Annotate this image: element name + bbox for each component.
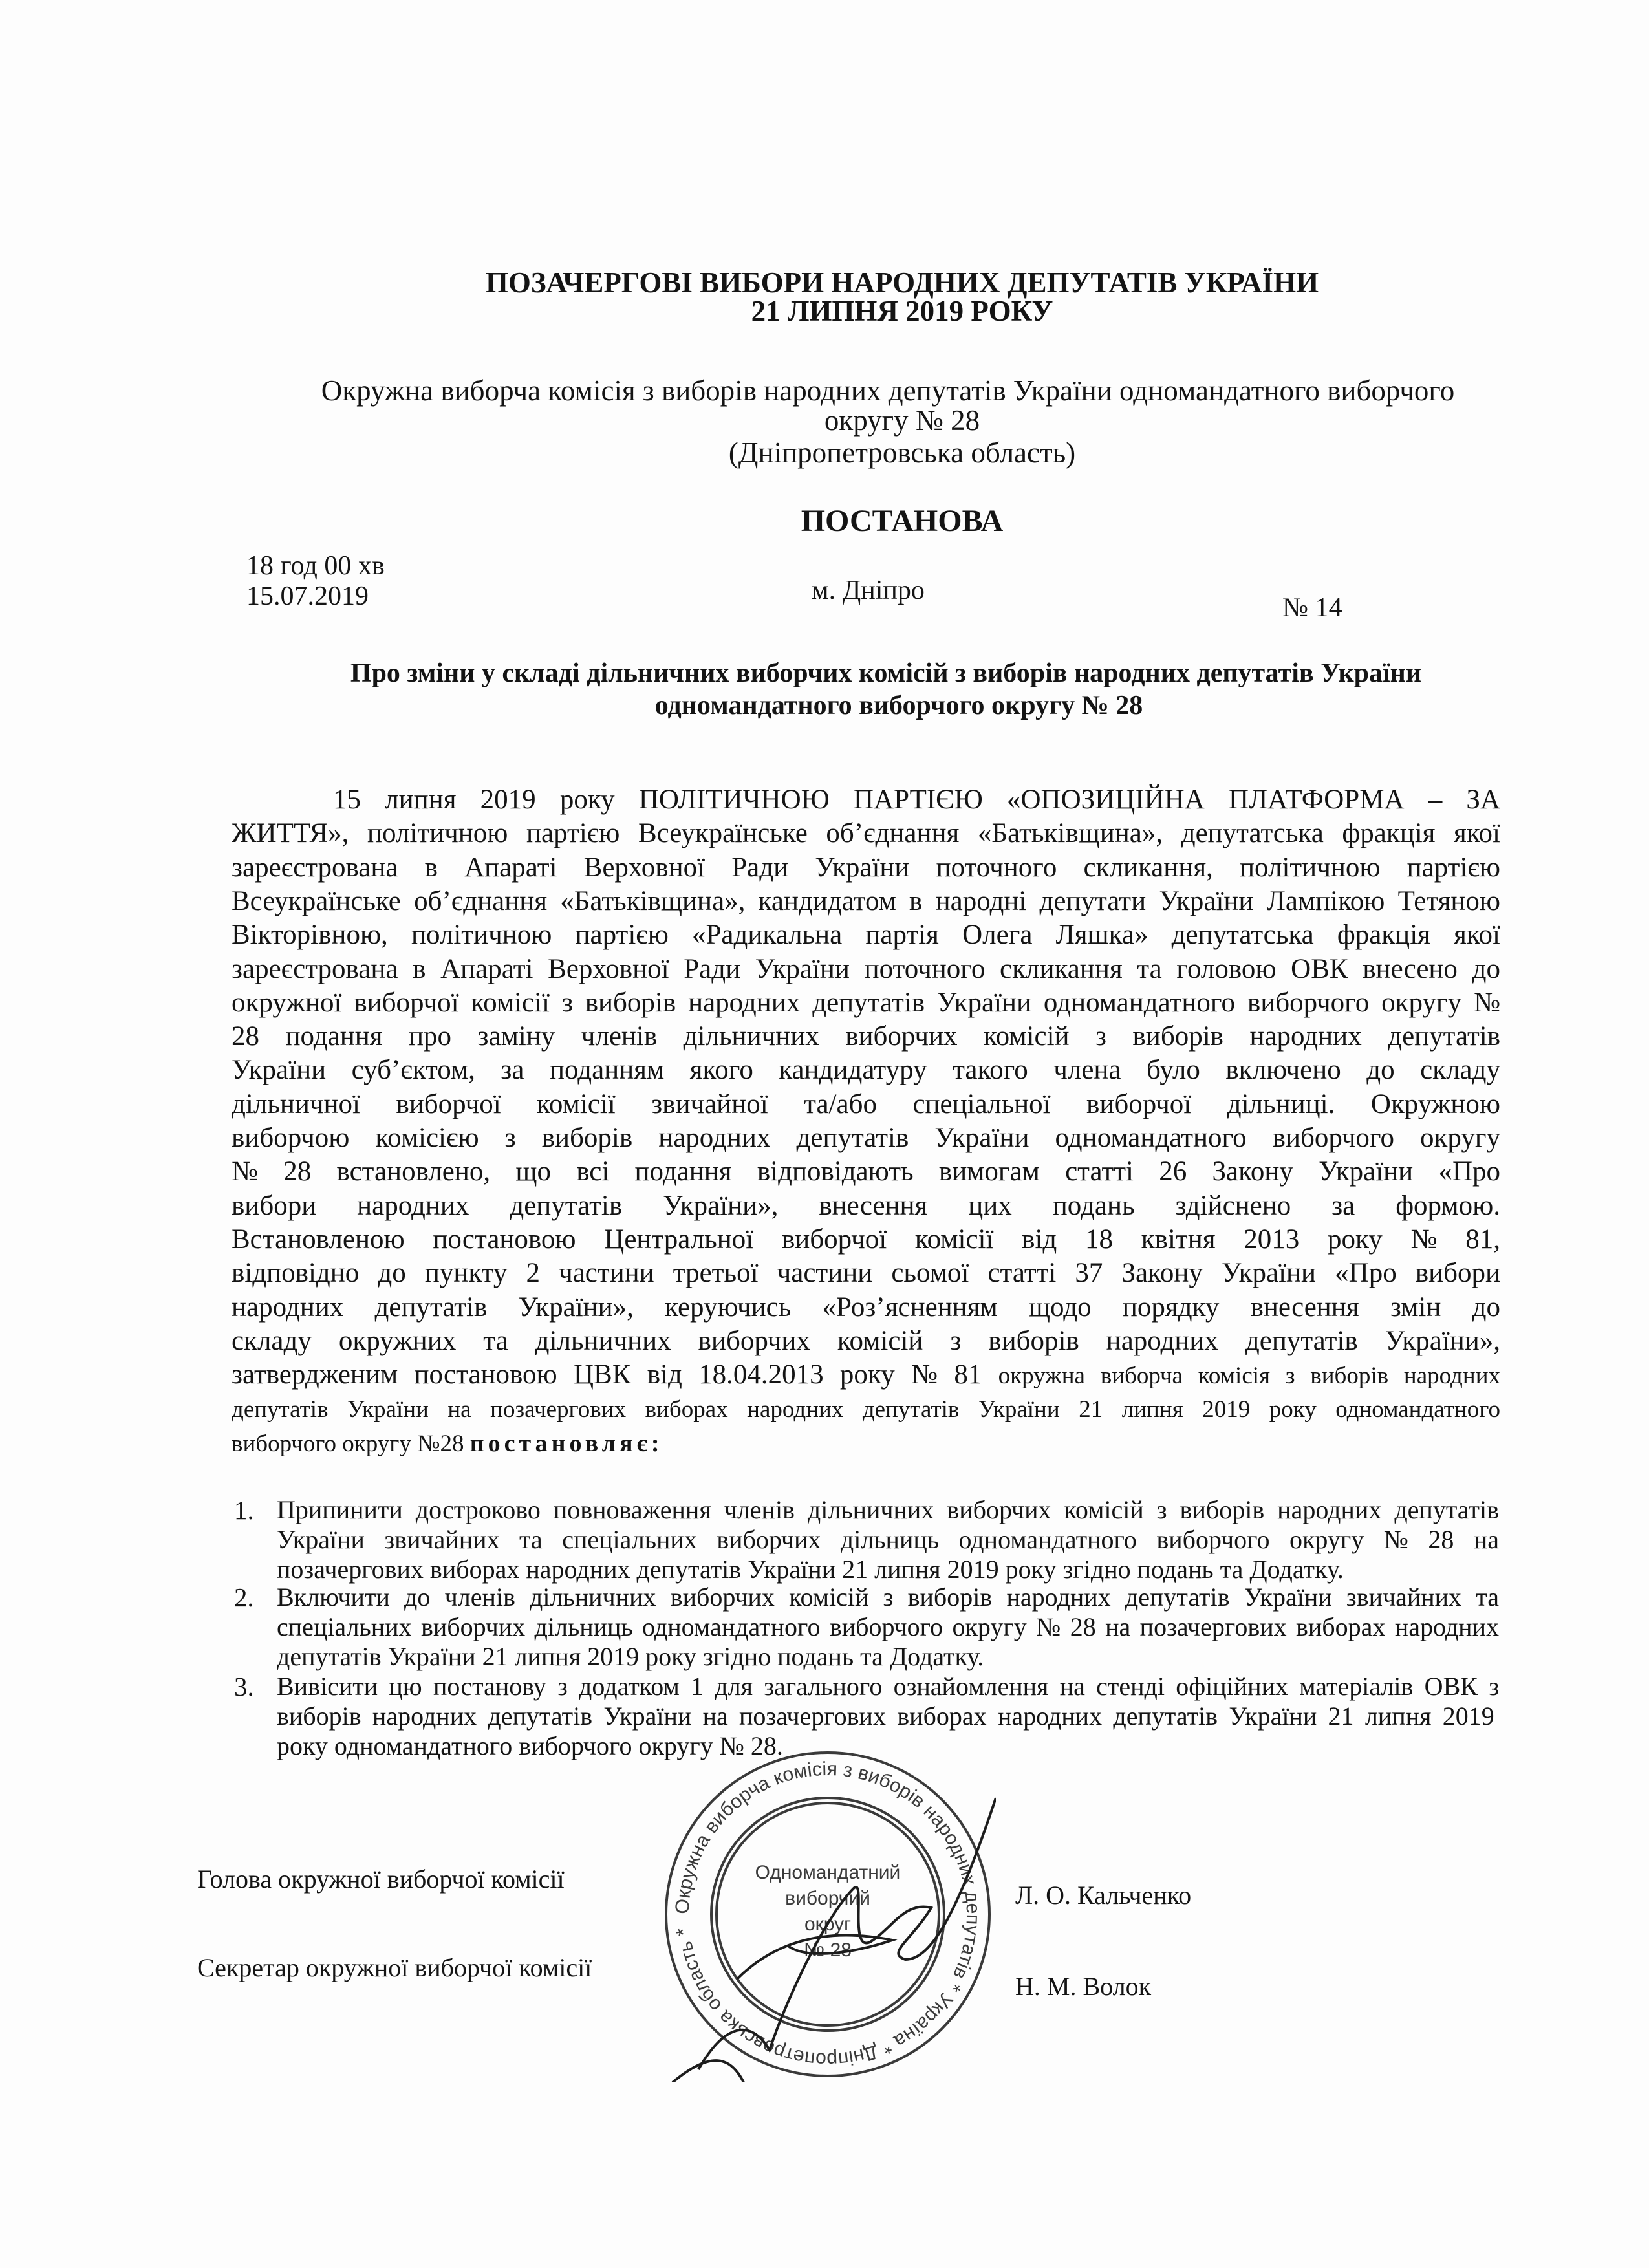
body-line <box>232 955 1500 986</box>
body-line <box>232 1022 1500 1053</box>
body-line <box>232 854 1500 885</box>
body-line <box>232 1293 1500 1324</box>
document-place: м. Дніпро <box>812 576 925 605</box>
body-text: Всеукраїнське об’єднання «Батьківщина», кандидатом в народні депутати України Лампікою Тетяною <box>232 885 1500 916</box>
body-line <box>232 1259 1500 1290</box>
election-date-title: 21 ЛИПНЯ 2019 РОКУ <box>751 295 1053 327</box>
body-text: окружної виборчої комісії з виборів народних депутатів України одномандатного виборчого округу № <box>232 987 1500 1018</box>
commission-district: округу № 28 <box>824 404 980 437</box>
body-text: окружна виборча комісія з виборів народних <box>998 1363 1500 1390</box>
body-text: складу окружних та дільничних виборчих комісій з виборів народних депутатів України», <box>232 1325 1500 1356</box>
decision-text-line: Вивісити цю постанову з додатком 1 для загального ознайомлення на стенді офіційних матеріалів ОВК з <box>277 1672 1499 1701</box>
body-text: дільничної виборчої комісії звичайної та/або спеціальної виборчої дільниці. Окружною <box>232 1088 1500 1119</box>
body-line <box>232 1327 1500 1358</box>
body-line <box>232 1429 1500 1460</box>
body-line <box>232 921 1500 952</box>
stamp-outer-text: Окружна виборча комісія з виборів народних депутатів * Україна * Дніпропетровська область * <box>671 1758 984 2071</box>
decision-text-line: позачергових виборах народних депутатів України 21 липня 2019 року згідно подань та Додатку. <box>277 1555 1344 1584</box>
body-text: виборчого округу №28 <box>232 1430 470 1457</box>
commission-region: (Дніпропетровська область) <box>728 437 1076 469</box>
body-text: 15 липня 2019 року ПОЛІТИЧНОЮ ПАРТІЄЮ «ОПОЗИЦІЙНА ПЛАТФОРМА – ЗА <box>333 784 1500 815</box>
chair-name: Л. О. Кальченко <box>1015 1881 1192 1910</box>
stamp-inner-text: округ <box>804 1914 852 1935</box>
decision-text-line: Припинити достроково повноваження членів дільничних виборчих комісій з виборів народних депутатів <box>277 1495 1499 1524</box>
body-line <box>232 887 1500 918</box>
body-text: вибори народних депутатів України», внесення цих подань здійснено за формою. <box>232 1190 1500 1221</box>
body-line <box>232 819 1500 850</box>
stamp-inner-text: № 28 <box>804 1939 852 1961</box>
decision-text-line: виборів народних депутатів України на позачергових виборах народних депутатів України 21 липня 2019 <box>277 1701 1494 1731</box>
body-line <box>232 1158 1500 1189</box>
body-line <box>232 1394 1500 1425</box>
secretary-title: Секретар окружної виборчої комісії <box>197 1953 592 1982</box>
body-text: 28 подання про заміну членів дільничних виборчих комісій з виборів народних депутатів <box>232 1021 1500 1052</box>
official-stamp <box>660 1746 996 2082</box>
body-text: Встановленою постановою Центральної виборчої комісії від 18 квітня 2013 року № 81, <box>232 1224 1500 1255</box>
decision-number: 1. <box>234 1495 254 1525</box>
body-text: виборчою комісією з виборів народних депутатів України одномандатного виборчого округу <box>232 1123 1500 1153</box>
document-date: 15.07.2019 <box>246 581 369 611</box>
document-time: 18 год 00 хв <box>246 551 385 581</box>
resolution-keyword: постановляє: <box>469 1429 663 1457</box>
body-line <box>232 989 1500 1020</box>
body-text: Вікторівною, політичною партією «Радикальна партія Олега Ляшка» депутатська фракція якої <box>232 920 1500 951</box>
body-text: зареєстрована в Апараті Верховної Ради України поточного скликання, політичною партією <box>232 852 1500 883</box>
chair-title: Голова окружної виборчої комісії <box>197 1864 565 1894</box>
body-text: народних депутатів України», керуючись «Роз’ясненням щодо порядку внесення змін до <box>232 1291 1500 1323</box>
body-line <box>232 1226 1500 1257</box>
election-title: ПОЗАЧЕРГОВІ ВИБОРИ НАРОДНИХ ДЕПУТАТІВ УКРАЇНИ <box>485 266 1319 299</box>
body-line <box>232 1056 1500 1087</box>
document-type: ПОСТАНОВА <box>801 504 1004 538</box>
body-text: України суб’єктом, за поданням якого кандидатуру такого члена було включено до складу <box>232 1055 1500 1086</box>
decision-number: 3. <box>234 1672 254 1701</box>
subject-line-1: Про зміни у складі дільничних виборчих комісій з виборів народних депутатів України <box>350 658 1422 688</box>
decision-text-line: року одномандатного виборчого округу № 28. <box>277 1731 783 1760</box>
decision-number: 2. <box>234 1582 254 1612</box>
body-text: відповідно до пункту 2 частини третьої частини сьомої статті 37 Закону України «Про вибори <box>232 1258 1500 1289</box>
document-number: № 14 <box>1282 593 1342 623</box>
body-text: затвердженим постановою ЦВК від 18.04.2013 року № 81 <box>232 1359 998 1390</box>
stamp-inner-text: виборчий <box>785 1888 870 1909</box>
body-text: депутатів України на позачергових виборах народних депутатів України 21 липня 2019 року одномандатного <box>232 1396 1500 1423</box>
body-line <box>232 1192 1500 1223</box>
body-text: ЖИТТЯ», політичною партією Всеукраїнське об’єднання «Батьківщина», депутатська фракція якої <box>232 818 1500 849</box>
body-line <box>232 1090 1500 1121</box>
body-line <box>232 1361 1500 1392</box>
body-text: № 28 встановлено, що всі подання відповідають вимогам статті 26 Закону України «Про <box>232 1156 1500 1187</box>
stamp-inner-text: Одномандатний <box>755 1862 901 1883</box>
decision-text-line: спеціальних виборчих дільниць одномандатного виборчого округу № 28 на позачергових виборах народних <box>277 1612 1499 1641</box>
decision-text-line: України звичайних та спеціальних виборчих дільниць одномандатного виборчого округу № 28 на <box>277 1525 1499 1554</box>
decision-text-line: Включити до членів дільничних виборчих комісій з виборів народних депутатів України звичайних та <box>277 1582 1499 1612</box>
body-line <box>333 786 1500 817</box>
body-text: зареєстрована в Апараті Верховної Ради України поточного скликання та головою ОВК внесено до <box>232 953 1500 984</box>
commission-name: Окружна виборча комісія з виборів народних депутатів України одномандатного виборчого <box>321 374 1455 407</box>
decision-text-line: депутатів України 21 липня 2019 року згідно подань та Додатку. <box>277 1642 984 1671</box>
subject-line-2: одномандатного виборчого округу № 28 <box>654 691 1143 720</box>
body-line <box>232 1124 1500 1155</box>
secretary-name: Н. М. Волок <box>1015 1972 1151 2001</box>
